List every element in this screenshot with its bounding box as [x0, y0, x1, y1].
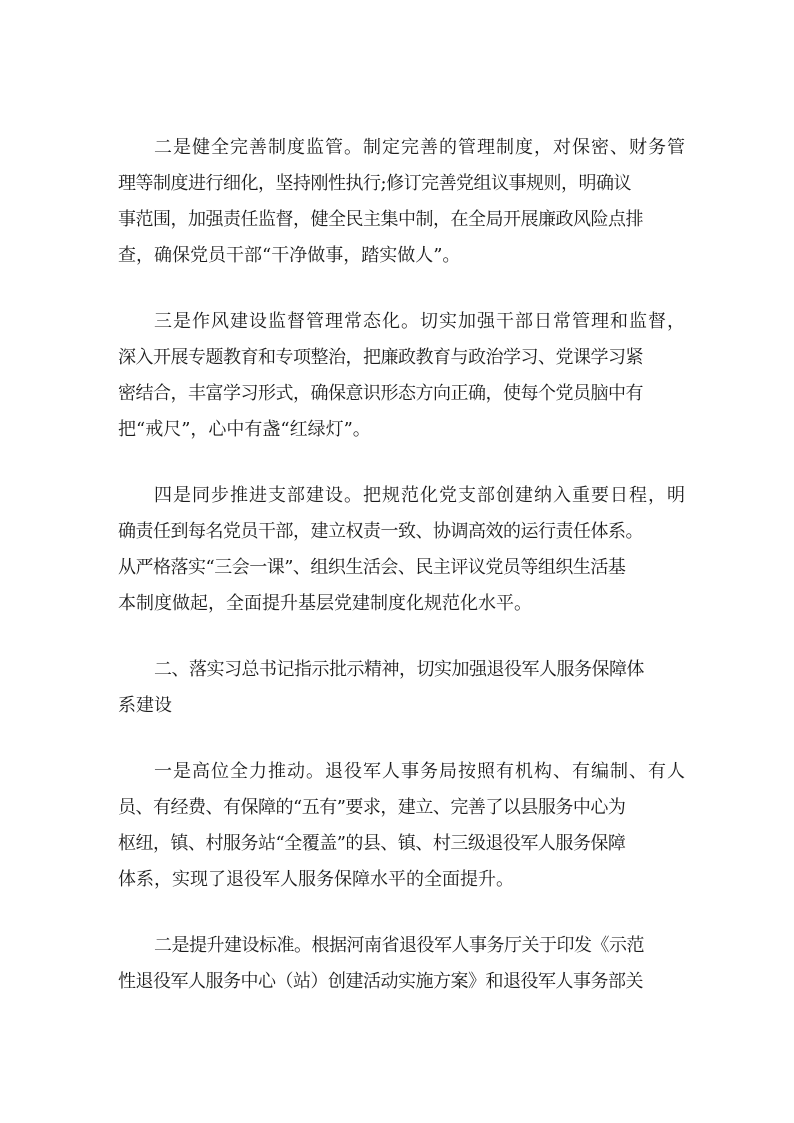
heading-line: 系建设: [118, 695, 172, 716]
paragraph-line: 查，确保党员干部“干净做事，踏实做人”。: [118, 245, 461, 266]
paragraph-line: 二是健全完善制度监管。制定完善的管理制度，对保密、财务管: [154, 137, 686, 158]
paragraph-line: 枢纽，镇、村服务站“全覆盖”的县、镇、村三级退役军人服务保障: [118, 833, 626, 854]
document-body: [118, 130, 686, 1030]
heading-line: 二、落实习总书记指示批示精神，切实加强退役军人服务保障体: [154, 659, 644, 680]
paragraph-line: 性退役军人服务中心（站）创建活动实施方案》和退役军人事务部关: [118, 971, 643, 992]
paragraph-work-style-supervision: [118, 304, 686, 448]
paragraph-line: 二是提升建设标准。根据河南省退役军人事务厅关于印发《示范: [154, 935, 644, 956]
paragraph-line: 深入开展专题教育和专项整治，把廉政教育与政治学习、党课学习紧: [118, 347, 643, 368]
paragraph-construction-standard: [118, 928, 680, 1000]
paragraph-line: 一是高位全力推动。退役军人事务局按照有机构、有编制、有人: [154, 761, 686, 782]
paragraph-line: 本制度做起，全面提升基层党建制度化规范化水平。: [118, 593, 532, 614]
paragraph-branch-building: [118, 478, 686, 622]
paragraph-line: 密结合，丰富学习形式，确保意识形态方向正确，使每个党员脑中有: [118, 383, 643, 404]
paragraph-line: 把“戒尺”，心中有盏“红绿灯”。: [118, 419, 371, 440]
paragraph-line: 理等制度进行细化，坚持刚性执行;修订完善党组议事规则，明确议: [118, 173, 632, 194]
section-heading-veterans-service: [118, 652, 680, 724]
paragraph-line: 三是作风建设监督管理常态化。切实加强干部日常管理和监督，: [154, 311, 686, 332]
paragraph-line: 体系，实现了退役军人服务保障水平的全面提升。: [118, 869, 514, 890]
paragraph-line: 四是同步推进支部建设。把规范化党支部创建纳入重要日程，明: [154, 485, 686, 506]
paragraph-line: 从严格落实“三会一课”、组织生活会、民主评议党员等组织生活基: [118, 557, 626, 578]
paragraph-high-level-promotion: [118, 754, 686, 898]
paragraph-line: 确责任到每名党员干部，建立权责一致、协调高效的运行责任体系。: [118, 521, 643, 542]
paragraph-line: 事范围，加强责任监督，健全民主集中制，在全局开展廉政风险点排: [118, 209, 643, 230]
paragraph-institution-supervision: [118, 130, 686, 274]
paragraph-line: 员、有经费、有保障的“五有”要求，建立、完善了以县服务中心为: [118, 797, 626, 818]
